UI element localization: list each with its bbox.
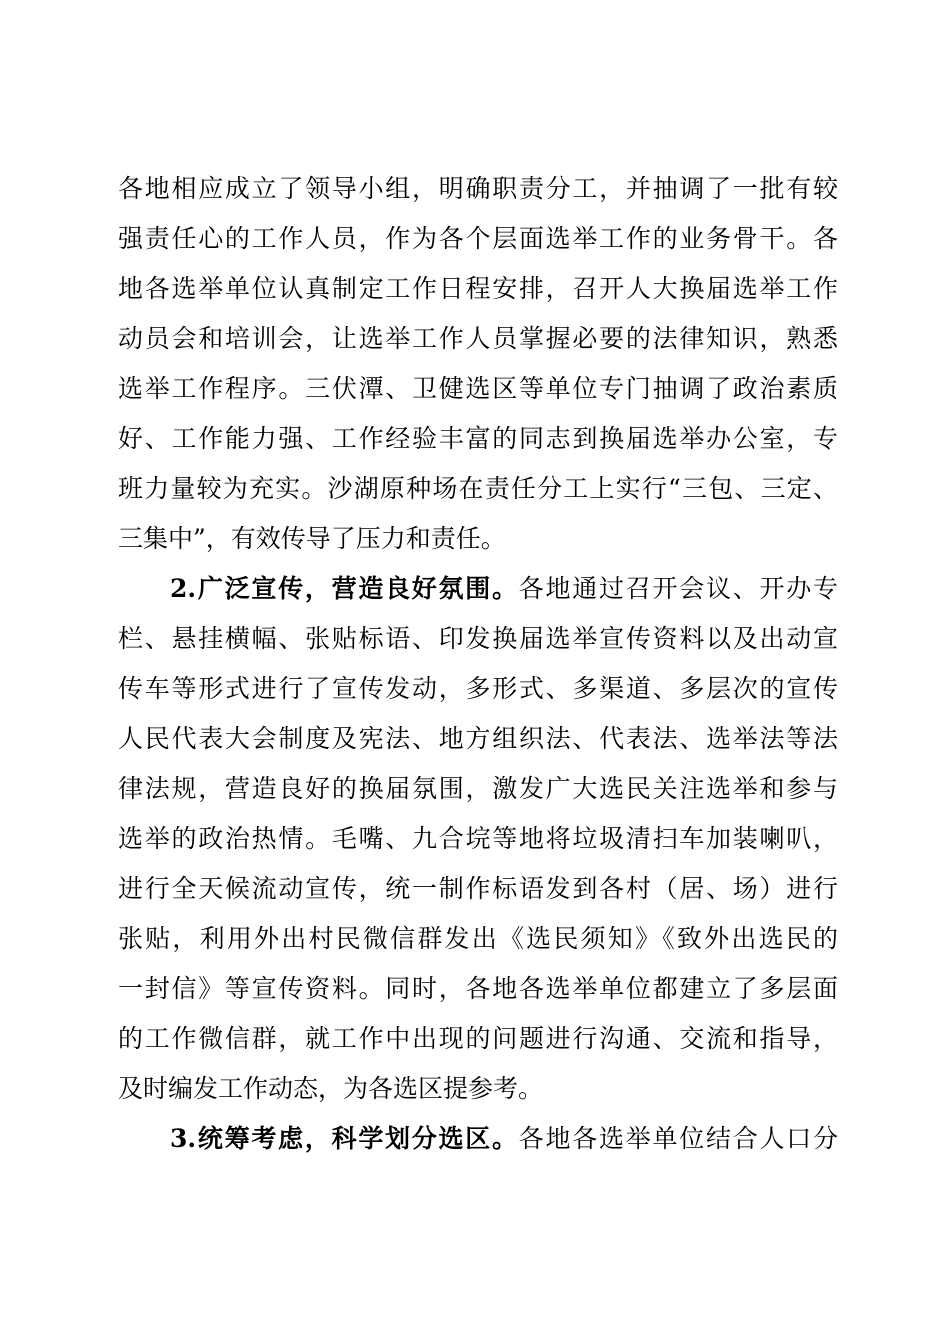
text-line: 动员会和培训会，让选举工作人员掌握必要的法律知识，熟悉 (118, 324, 838, 353)
paragraph-3 (118, 1114, 838, 1164)
text-line: 人民代表大会制度及宪法、地方组织法、代表法、选举法等法 (118, 724, 838, 753)
text-line: 张贴，利用外出村民微信群发出《选民须知》《致外出选民的 (118, 924, 838, 953)
paragraph-1 (118, 164, 838, 564)
text-run: 各地各选举单位结合人口分 (518, 1124, 838, 1153)
text-line: 进行全天候流动宣传，统一制作标语发到各村（居、场）进行 (118, 874, 838, 903)
text-line: 选举工作程序。三伏潭、卫健选区等单位专门抽调了政治素质 (118, 374, 838, 403)
text-line: 各地相应成立了领导小组，明确职责分工，并抽调了一批有较 (118, 174, 838, 203)
document-body (118, 164, 838, 1164)
text-line: 地各选举单位认真制定工作日程安排，召开人大换届选举工作 (118, 274, 838, 303)
section-heading: 2.广泛宣传，营造良好氛围。 (170, 574, 519, 603)
text-line: 强责任心的工作人员，作为各个层面选举工作的业务骨干。各 (118, 224, 838, 253)
text-line: 律法规，营造良好的换届氛围，激发广大选民关注选举和参与 (118, 774, 838, 803)
text-line: 的工作微信群，就工作中出现的问题进行沟通、交流和指导， (118, 1024, 838, 1053)
paragraph-2 (118, 564, 838, 1114)
text-line: 好、工作能力强、工作经验丰富的同志到换届选举办公室，专 (118, 424, 838, 453)
paragraph-first-line (118, 564, 838, 614)
text-run: 各地通过召开会议、开办专 (518, 574, 838, 603)
text-line: 三集中”，有效传导了压力和责任。 (118, 524, 506, 553)
text-line: 班力量较为充实。沙湖原种场在责任分工上实行“三包、三定、 (118, 474, 838, 503)
text-line: 一封信》等宣传资料。同时，各地各选举单位都建立了多层面 (118, 974, 838, 1003)
text-line: 及时编发工作动态，为各选区提参考。 (118, 1074, 544, 1103)
paragraph-first-line (118, 1114, 838, 1164)
text-line: 栏、悬挂横幅、张贴标语、印发换届选举宣传资料以及出动宣 (118, 624, 838, 653)
text-line: 传车等形式进行了宣传发动，多形式、多渠道、多层次的宣传 (118, 674, 838, 703)
section-heading: 3.统筹考虑，科学划分选区。 (170, 1124, 519, 1153)
text-line: 选举的政治热情。毛嘴、九合垸等地将垃圾清扫车加装喇叭， (118, 824, 838, 853)
